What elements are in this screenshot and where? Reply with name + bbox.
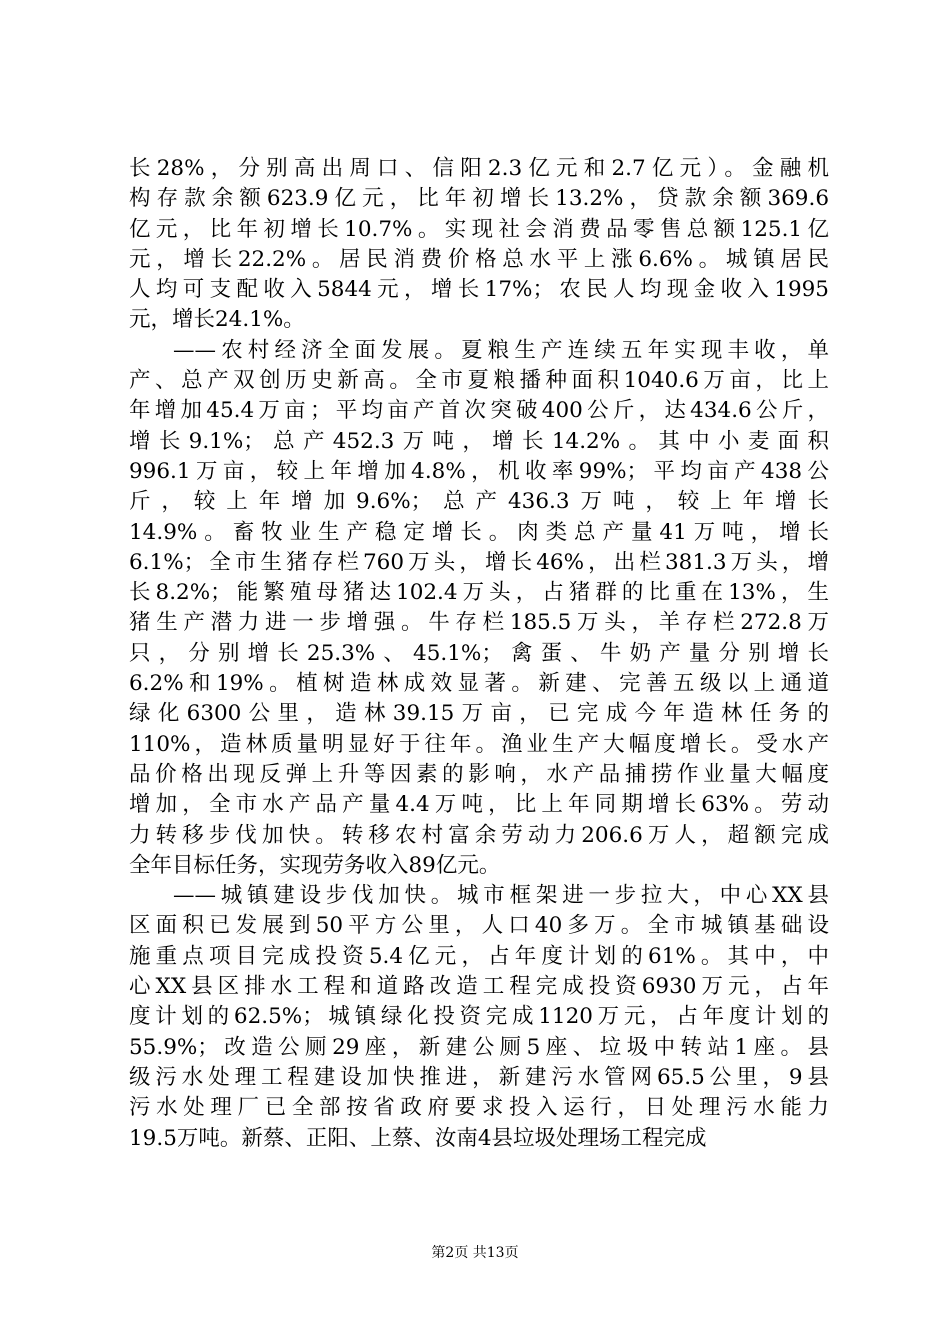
text-line: 110%，造林质量明显好于往年。渔业生产大幅度增长。受水产: [129, 731, 829, 757]
text-line: 猪生产潜力进一步增强。牛存栏185.5万头，羊存栏272.8万: [129, 610, 829, 636]
text-line: 亿元，比年初增长10.7%。实现社会消费品零售总额125.1亿: [129, 216, 829, 242]
text-line: 级污水处理工程建设加快推进，新建污水管网65.5公里，9县: [129, 1064, 829, 1090]
text-line: 力转移步伐加快。转移农村富余劳动力206.6万人，超额完成: [129, 822, 829, 848]
document-body: [129, 154, 829, 1154]
text-line: 年增加45.4万亩；平均亩产首次突破400公斤，达434.6公斤，: [129, 398, 829, 424]
text-line: 6.2%和19%。植树造林成效显著。新建、完善五级以上通道: [129, 671, 829, 697]
paragraph: [129, 154, 829, 336]
text-line: 构存款余额623.9亿元，比年初增长13.2%，贷款余额369.6: [129, 186, 829, 212]
text-line: 品价格出现反弹上升等因素的影响，水产品捕捞作业量大幅度: [129, 761, 829, 787]
text-line: ——城镇建设步伐加快。城市框架进一步拉大，中心XX县: [173, 883, 829, 909]
text-line: 6.1%；全市生猪存栏760万头，增长46%，出栏381.3万头，增: [129, 549, 829, 575]
text-line: 施重点项目完成投资5.4亿元，占年度计划的61%。其中，中: [129, 943, 829, 969]
text-line: 增加，全市水产品产量4.4万吨，比上年同期增长63%。劳动: [129, 792, 829, 818]
text-line: 产、总产双创历史新高。全市夏粮播种面积1040.6万亩，比上: [129, 368, 829, 394]
text-line: 人均可支配收入5844元，增长17%；农民人均现金收入1995: [129, 277, 829, 303]
text-line: 长8.2%；能繁殖母猪达102.4万头，占猪群的比重在13%，生: [129, 580, 829, 606]
text-line: 绿化6300公里，造林39.15万亩，已完成今年造林任务的: [129, 701, 829, 727]
text-line: 斤，较上年增加9.6%；总产436.3万吨，较上年增长: [129, 489, 829, 515]
text-line: ——农村经济全面发展。夏粮生产连续五年实现丰收，单: [173, 337, 829, 363]
page-number-label: 第2页 共13页: [431, 1245, 519, 1261]
text-line: 度计划的62.5%；城镇绿化投资完成1120万元，占年度计划的: [129, 1004, 829, 1030]
text-line: 元，增长24.1%。: [129, 307, 305, 333]
text-line: 污水处理厂已全部按省政府要求投入运行，日处理污水能力: [129, 1095, 829, 1121]
text-line: 996.1万亩，较上年增加4.8%，机收率99%；平均亩产438公: [129, 458, 829, 484]
text-line: 只，分别增长25.3%、45.1%；禽蛋、牛奶产量分别增长: [129, 640, 829, 666]
paragraph: [129, 881, 829, 1154]
text-line: 增长9.1%；总产452.3万吨，增长14.2%。其中小麦面积: [129, 428, 829, 454]
text-line: 长28%，分别高出周口、信阳2.3亿元和2.7亿元）。金融机: [129, 156, 829, 181]
text-line: 14.9%。畜牧业生产稳定增长。肉类总产量41万吨，增长: [129, 519, 829, 545]
text-line: 全年目标任务，实现劳务收入89亿元。: [129, 852, 501, 878]
text-line: 55.9%；改造公厕29座，新建公厕5座、垃圾中转站1座。县: [129, 1034, 829, 1060]
paragraph: [129, 336, 829, 881]
text-line: 心XX县区排水工程和道路改造工程完成投资6930万元，占年: [129, 974, 829, 1000]
text-line: 19.5万吨。新蔡、正阳、上蔡、汝南4县垃圾处理场工程完成: [129, 1125, 707, 1151]
page-footer: [0, 1242, 950, 1262]
text-line: 元，增长22.2%。居民消费价格总水平上涨6.6%。城镇居民: [129, 246, 829, 272]
text-line: 区面积已发展到50平方公里，人口40多万。全市城镇基础设: [129, 913, 829, 939]
